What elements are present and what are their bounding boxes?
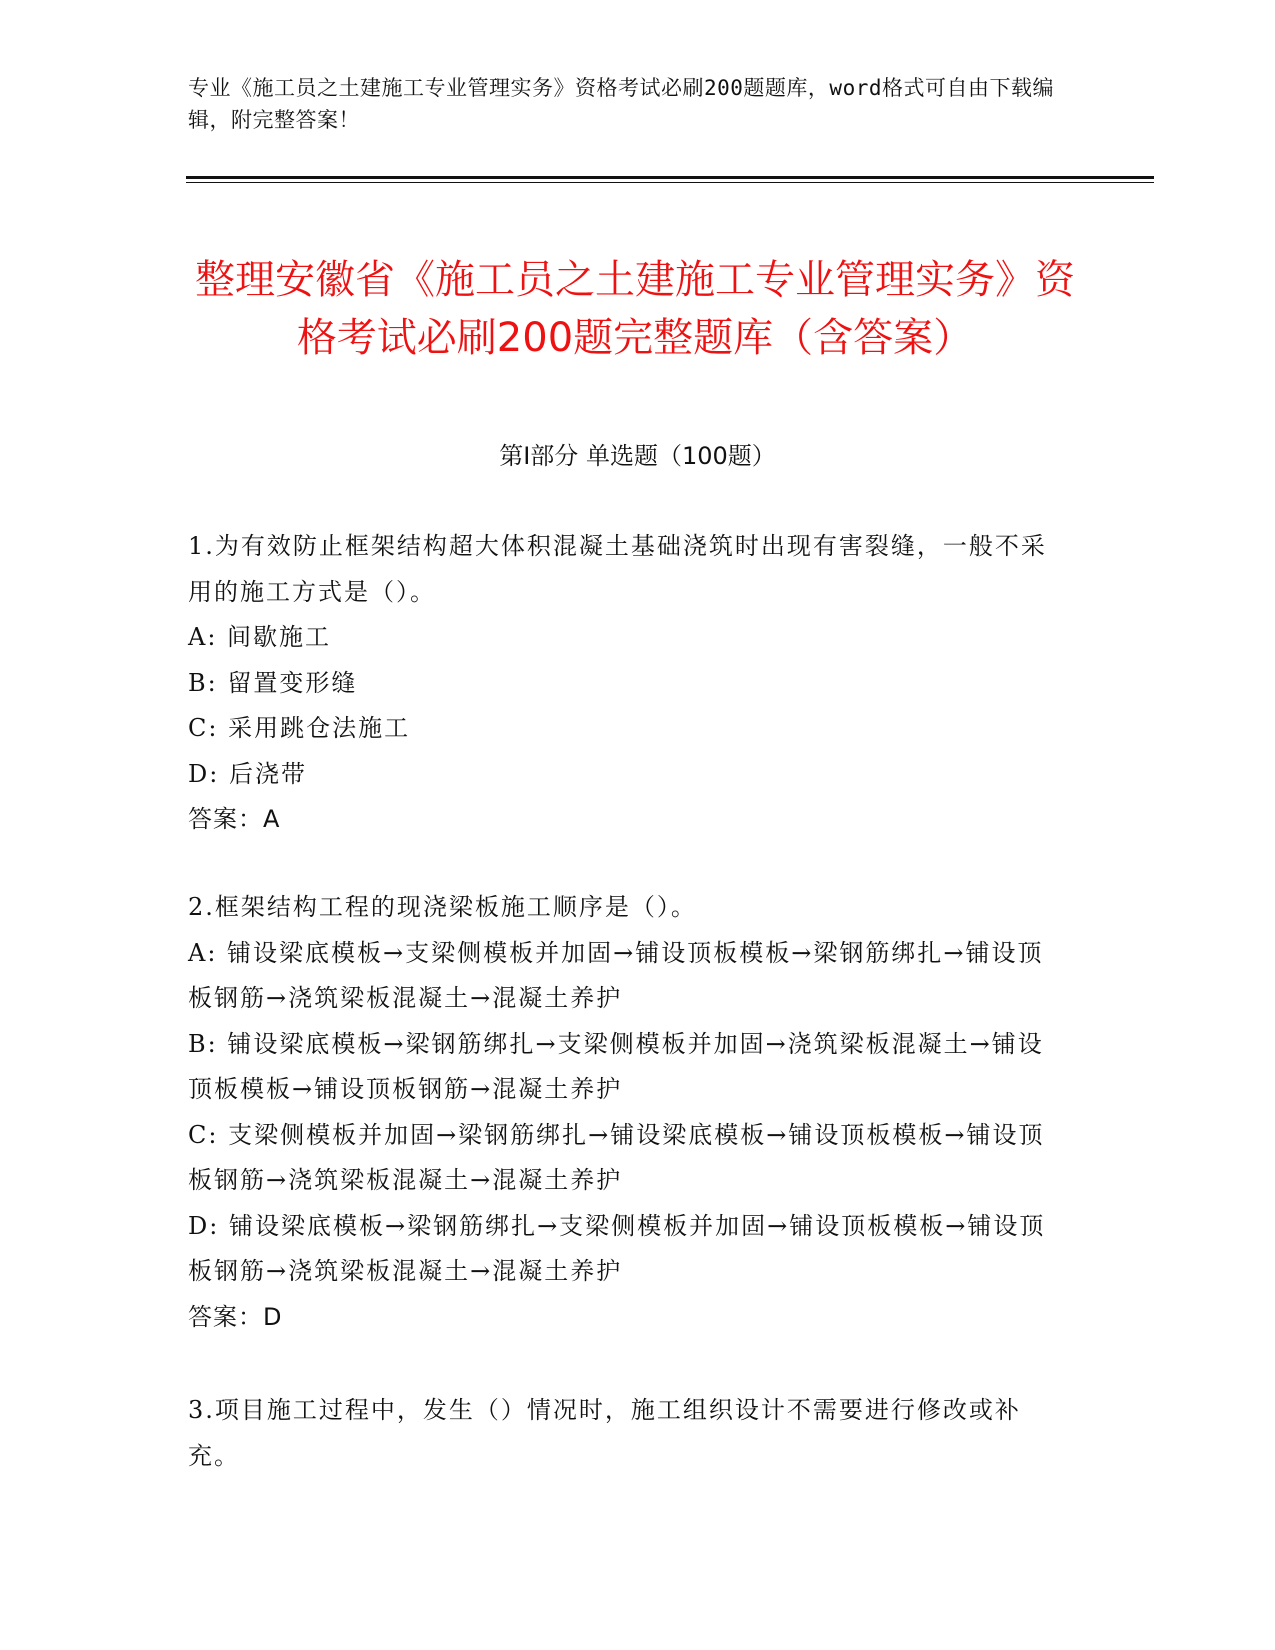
question-3 (188, 1388, 1068, 1479)
header-note: 专业《施工员之土建施工专业管理实务》资格考试必刷200题题库，word格式可自由下载编辑，附完整答案！ (188, 76, 1054, 132)
question-stem: 1.为有效防止框架结构超大体积混凝土基础浇筑时出现有害裂缝，一般不采用的施工方式是（）。 (188, 532, 1047, 606)
option-d: D: 铺设梁底模板→梁钢筋绑扎→支梁侧模板并加固→铺设顶板模板→铺设顶板钢筋→浇筑梁板混凝土→混凝土养护 (188, 1211, 1046, 1285)
document-title: 整理安徽省《施工员之土建施工专业管理实务》资格考试必刷200题完整题库（含答案） (195, 256, 1075, 361)
answer: 答案：A (188, 805, 281, 833)
option-a: A: 铺设梁底模板→支梁侧模板并加固→铺设顶板模板→梁钢筋绑扎→铺设顶板钢筋→浇筑梁板混凝土→混凝土养护 (188, 938, 1044, 1012)
option-b: B: 留置变形缝 (188, 668, 358, 697)
question-stem: 3.项目施工过程中，发生（）情况时，施工组织设计不需要进行修改或补充。 (188, 1396, 1021, 1470)
question-stem: 2.框架结构工程的现浇梁板施工顺序是（）。 (188, 893, 697, 921)
option-c: C: 支梁侧模板并加固→梁钢筋绑扎→铺设梁底模板→铺设顶板模板→铺设顶板钢筋→浇筑梁板混凝土→混凝土养护 (188, 1120, 1045, 1194)
header-divider-thin (186, 182, 1154, 183)
option-d: D: 后浇带 (188, 759, 307, 788)
section-heading: 第Ⅰ部分 单选题（100题） (499, 442, 776, 470)
option-b: B: 铺设梁底模板→梁钢筋绑扎→支梁侧模板并加固→浇筑梁板混凝土→铺设顶板模板→铺设顶板钢筋→混凝土养护 (188, 1029, 1044, 1103)
question-2 (188, 885, 1068, 1340)
option-c: C: 采用跳仓法施工 (188, 714, 411, 742)
question-1 (188, 524, 1068, 843)
answer: 答案：D (188, 1302, 283, 1331)
header-divider-thick (186, 176, 1154, 179)
option-a: A: 间歇施工 (188, 623, 332, 651)
